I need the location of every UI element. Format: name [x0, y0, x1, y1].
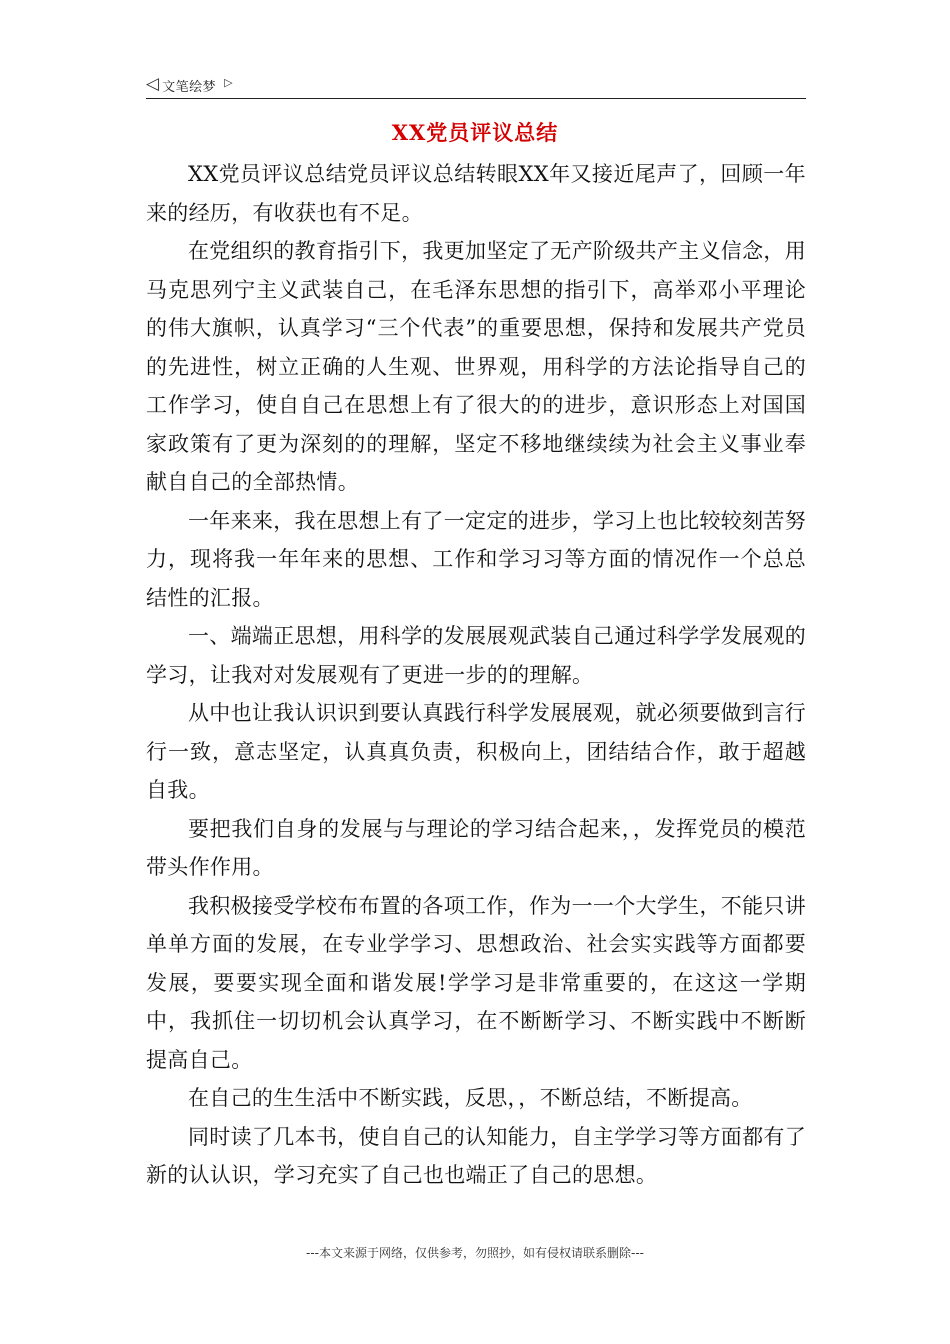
triangle-left-icon: ◁: [146, 73, 160, 94]
paragraph: 一年来来，我在思想上有了一定定的进步，学习上也比较较刻苦努力，现将我一年年来的思想、工作和学习习等方面的情况作一个总总结性的汇报。: [146, 508, 806, 610]
paragraph: XX党员评议总结党员评议总结转眼XX年又接近尾声了，回顾一年来的经历，有收获也有不足。: [146, 162, 806, 225]
paragraph: 从中也让我认识识到要认真践行科学发展展观，就必须要做到言行行一致，意志坚定，认真真负责，积极向上，团结结合作，敢于超越自我。: [146, 701, 806, 802]
document-title: XX党员评议总结: [391, 120, 559, 145]
page-footer: ---本文来源于网络，仅供参考，勿照抄，如有侵权请联系删除---: [306, 1246, 644, 1260]
paragraph: 在自己的生生活中不断实践，反思，，不断总结，不断提高。: [188, 1086, 753, 1110]
paragraph: 在党组织的教育指引下，我更加坚定了无产阶级共产主义信念，用马克思列宁主义武装自己，在毛泽东思想的指引下，高举邓小平理论的伟大旗帜，认真学习“三个代表”的重要思想，保持和发展共产党员的先进性，树立正确的人生观、世界观，用科学的方法论指导自己的工作学习，使自自己在思想上有了很大的的进步，意识形态上对国国家政策有了更为深刻的的理解，坚定不移地继续续为社会主义事业奉献自自己的全部热情。: [146, 239, 806, 494]
paragraph: 一、端端正思想，用科学的发展展观武装自己通过科学学发展观的学习，让我对对发展观有了更进一步的的理解。: [146, 624, 806, 687]
triangle-right-icon: ▷: [224, 75, 233, 89]
header-brand: 文笔绘梦: [162, 79, 217, 95]
paragraph: 同时读了几本书，使自自己的认知能力，自主学学习等方面都有了新的认认识，学习充实了自己也也端正了自己的思想。: [146, 1124, 806, 1187]
paragraph: 我积极接受学校布布置的各项工作，作为一一个大学生，不能只讲单单方面的发展，在专业学学习、思想政治、社会实实践等方面都要发展，要要实现全面和谐发展!学学习是非常重要的，在这这一学期中，我抓住一切切机会认真学习，在不断断学习、不断实践中不断断提高自己。: [146, 893, 806, 1072]
page-header: [146, 72, 806, 99]
paragraph: 要把我们自身的发展与与理论的学习结合起来，，发挥党员的模范带头作作用。: [146, 816, 806, 879]
document-body: [146, 155, 806, 1195]
